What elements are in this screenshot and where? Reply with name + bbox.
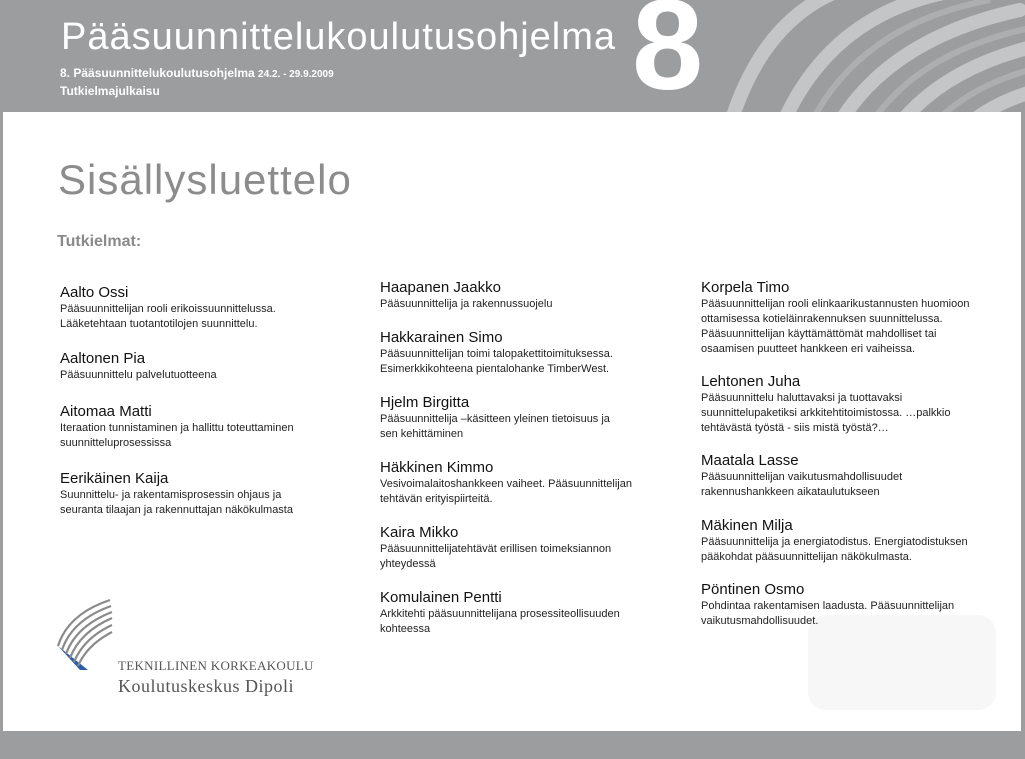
- training-center-name: Koulutuskeskus Dipoli: [118, 676, 295, 696]
- thesis-description: [60, 368, 360, 383]
- desc-line: vaikutusmahdollisuudet.: [701, 615, 819, 627]
- author-name: Mäkinen Milja: [701, 517, 793, 534]
- toc-entry: [701, 580, 1006, 629]
- header-banner: [0, 0, 1025, 112]
- desc-line: sen kehittäminen: [380, 428, 464, 440]
- toc-entry: [380, 278, 680, 312]
- footer-bar: [0, 731, 1025, 759]
- publication-type: Tutkielmajulkaisu: [60, 84, 160, 98]
- thesis-description: [380, 412, 680, 442]
- toc-entry: [701, 516, 1006, 565]
- author-name: Korpela Timo: [701, 279, 790, 296]
- desc-line: Arkkitehti pääsuunnittelijana prosessiteollisuuden: [380, 608, 620, 620]
- author-name: Hakkarainen Simo: [380, 329, 503, 346]
- desc-line: Pääsuunnittelijan toimi talopakettitoimituksessa.: [380, 348, 613, 360]
- thesis-description: [380, 297, 680, 312]
- desc-line: Pohdintaa rakentamisen laadusta. Pääsuunnittelijan: [701, 600, 955, 612]
- thesis-description: [380, 477, 680, 507]
- toc-title: Sisällysluettelo: [58, 156, 352, 203]
- desc-line: kohteessa: [380, 623, 431, 635]
- thesis-description: [60, 421, 360, 451]
- toc-entry: [380, 393, 680, 442]
- toc-entry: [380, 458, 680, 507]
- desc-line: seuranta tilaajan ja rakennuttajan näkökulmasta: [60, 504, 293, 516]
- author-name: Lehtonen Juha: [701, 373, 801, 390]
- desc-line: Pääsuunnittelu palvelutuotteena: [60, 369, 217, 381]
- toc-entry: [380, 523, 680, 572]
- desc-line: yhteydessä: [380, 558, 436, 570]
- author-name: Aaltonen Pia: [60, 350, 146, 367]
- author-name: Kaira Mikko: [380, 524, 459, 541]
- section-label: Tutkielmat:: [57, 233, 142, 250]
- desc-line: osaamisen puutteet hankkeen eri vaiheissa.: [701, 343, 916, 355]
- toc-entry: [380, 588, 680, 637]
- right-border: [1021, 112, 1025, 731]
- author-name: Maatala Lasse: [701, 452, 799, 469]
- desc-line: Pääsuunnittelija ja rakennussuojelu: [380, 298, 553, 310]
- toc-entry: [701, 451, 1006, 500]
- author-name: Komulainen Pentti: [380, 589, 502, 606]
- toc-entry: [701, 278, 1006, 357]
- author-name: Aitomaa Matti: [60, 403, 152, 420]
- desc-line: Vesivoimalaitoshankkeen vaiheet. Pääsuunnittelijan: [380, 478, 632, 490]
- toc-entry: [60, 283, 360, 332]
- toc-entry: [60, 349, 360, 383]
- desc-line: ottamisessa kotieläinrakennuksen suunnittelussa.: [701, 313, 943, 325]
- author-name: Häkkinen Kimmo: [380, 459, 494, 476]
- desc-line: Pääsuunnittelija ja energiatodistus. Energiatodistuksen: [701, 536, 968, 548]
- university-name: TEKNILLINEN KORKEAKOULU: [118, 658, 314, 673]
- author-name: Haapanen Jaakko: [380, 279, 501, 296]
- desc-line: Pääsuunnittelijan rooli erikoissuunnittelussa.: [60, 303, 276, 315]
- decorative-stripes: [660, 0, 1025, 112]
- toc-entry: [60, 402, 360, 451]
- author-name: Eerikäinen Kaija: [60, 470, 169, 487]
- author-name: Aalto Ossi: [60, 284, 129, 301]
- thesis-description: [60, 302, 360, 332]
- thesis-description: [701, 599, 1006, 629]
- university-logo-icon: [54, 598, 114, 672]
- thesis-description: [380, 542, 680, 572]
- desc-line: Esimerkkikohteena pientalohanke TimberWest.: [380, 363, 610, 375]
- desc-line: Pääsuunnittelijatehtävät erillisen toimeksiannon: [380, 543, 612, 555]
- desc-line: Pääsuunnittelijan käyttämättömät mahdolliset tai: [701, 328, 937, 340]
- desc-line: tehtävän erityispiirteitä.: [380, 493, 493, 505]
- left-border: [0, 112, 3, 731]
- desc-line: Lääketehtaan tuotantotilojen suunnittelu.: [60, 318, 258, 330]
- desc-line: rakennushankkeen aikataulutukseen: [701, 486, 880, 498]
- desc-line: Pääsuunnittelijan vaikutusmahdollisuudet: [701, 471, 903, 483]
- thesis-description: [380, 607, 680, 637]
- program-number: 8: [632, 0, 704, 112]
- author-name: Pöntinen Osmo: [701, 581, 805, 598]
- program-dates: 24.2. - 29.9.2009: [258, 69, 334, 80]
- desc-line: Iteraation tunnistaminen ja hallittu toteuttaminen: [60, 422, 294, 434]
- paper-smudge: [808, 615, 996, 710]
- thesis-description: [701, 297, 1006, 357]
- desc-line: tehtävästä työstä - siis mistä työstä?…: [701, 422, 889, 434]
- program-title: Pääsuunnittelukoulutusohjelma: [61, 16, 617, 58]
- toc-entry: [701, 372, 1006, 436]
- thesis-description: [701, 391, 1006, 436]
- desc-line: suunnittelupaketiksi arkkitehtitoimistossa. …palkkio: [701, 407, 951, 419]
- thesis-description: [380, 347, 680, 377]
- desc-line: Suunnittelu- ja rakentamisprosessin ohjaus ja: [60, 489, 282, 501]
- desc-line: suunnitteluprosessissa: [60, 437, 172, 449]
- thesis-description: [60, 488, 360, 518]
- author-name: Hjelm Birgitta: [380, 394, 470, 411]
- desc-line: Pääsuunnittelija –käsitteen yleinen tietoisuus ja: [380, 413, 610, 425]
- thesis-description: [701, 535, 1006, 565]
- thesis-description: [701, 470, 1006, 500]
- program-subtitle: [60, 66, 334, 80]
- toc-entry: [60, 469, 360, 518]
- desc-line: Pääsuunnittelijan rooli elinkaarikustannusten huomioon: [701, 298, 970, 310]
- desc-line: Pääsuunnittelu haluttavaksi ja tuottavaksi: [701, 392, 903, 404]
- desc-line: pääkohdat pääsuunnittelijan näkökulmasta.: [701, 551, 912, 563]
- program-name: 8. Pääsuunnittelukoulutusohjelma: [60, 66, 255, 80]
- toc-entry: [380, 328, 680, 377]
